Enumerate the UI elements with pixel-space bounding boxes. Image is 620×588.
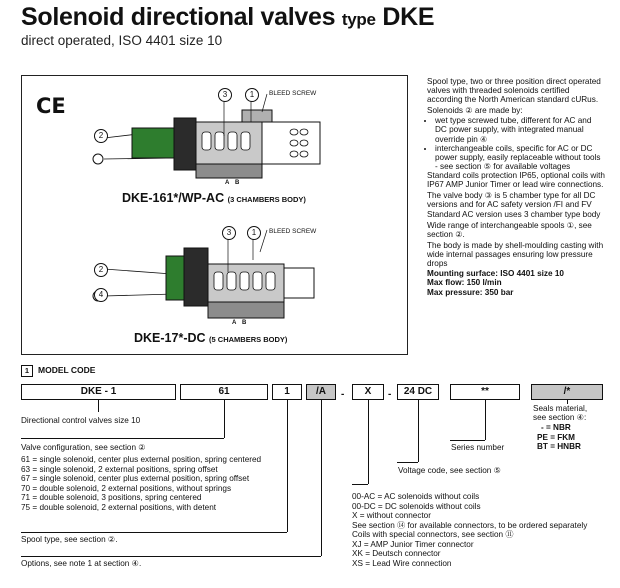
valve2-port-a: A (232, 320, 237, 326)
valve1-callout-3: 3 (218, 88, 232, 102)
conn-xj: XJ = AMP Junior Timer connector (352, 539, 474, 549)
desc-bullet-coils: • interchangeable coils, specific for AC or DC power supply, easily replaceable without tools - see section ⑤ for available voltages (435, 144, 605, 171)
valve1-caption-model: DKE-161*/WP-AC (122, 191, 225, 205)
desc-body-5ch: The valve body ③ is 5 chamber type for all DC versions and for AC safety version /FI and FV (427, 190, 596, 209)
config-63: 63 = single solenoid, 2 external positions, spring offset (21, 464, 218, 474)
ce-mark-logo: CE (36, 94, 66, 118)
line-series-number-h (450, 440, 485, 441)
line-series (98, 400, 99, 412)
conn-see-section: See section ⑭ for available connectors, to be ordered separately (352, 520, 588, 530)
line-connector (368, 400, 369, 484)
line-options (321, 400, 322, 556)
line-series-number (485, 400, 486, 440)
code-dash-2: - (388, 389, 392, 400)
label-options: Options, see note 1 at section ④. (21, 559, 142, 568)
valve1-caption-note: (3 CHAMBERS BODY) (227, 195, 306, 204)
conn-xk: XK = Deutsch connector (352, 549, 441, 558)
valve2-port-b: B (242, 320, 247, 326)
code-cell-spool: 1 (272, 384, 302, 400)
valve2-caption (134, 331, 287, 345)
valve2-caption-note: (5 CHAMBERS BODY) (209, 335, 288, 344)
page-subtitle: direct operated, ISO 4401 size 10 (21, 33, 223, 48)
desc-spools: Wide range of interchangeable spools ①, see section ②. (427, 220, 592, 239)
desc-bullet-tube: • wet type screwed tube, different for AC and DC power supply, with integrated manual override pin ④ (435, 116, 605, 143)
valve-figure-box (21, 75, 408, 355)
line-config-h (21, 438, 224, 439)
line-options-h (21, 556, 321, 557)
title-code: DKE (382, 3, 435, 31)
desc-body-3ch: Standard AC version uses 3 chamber type body (427, 210, 601, 220)
conn-00-ac: 00-AC = AC solenoids without coils (352, 492, 480, 501)
valve1-bleed-screw-label: BLEED SCREW (269, 90, 317, 97)
config-75: 75 = double solenoid, 2 external positions, with detent (21, 502, 217, 512)
conn-special-coils: Coils with special connectors, see section ⑪ (352, 530, 514, 539)
code-cell-configuration: 61 (180, 384, 268, 400)
config-67: 67 = single solenoid, center plus external position, spring offset (21, 474, 250, 483)
config-71: 71 = double solenoid, 3 positions, spring centered (21, 493, 202, 502)
page-title (21, 3, 434, 32)
valve2-callout-4: 4 (94, 288, 108, 302)
conn-00-dc: 00-DC = DC solenoids without coils (352, 501, 481, 511)
seal-nbr: - = NBR (541, 423, 571, 432)
code-dash-1: - (341, 389, 345, 400)
desc-casting: The body is made by shell-moulding casting with wide internal passages ensuring low pressure drops (427, 240, 604, 268)
valve1-port-b: B (235, 180, 240, 186)
seal-fkm: PE = FKM (537, 432, 575, 442)
valve2-caption-model: DKE-17*-DC (134, 331, 206, 345)
desc-flow: Max flow: 150 l/min (427, 278, 502, 288)
valve1-port-a: A (225, 180, 230, 186)
code-cell-seals: /* (531, 384, 603, 400)
label-voltage-code: Voltage code, see section ⑤ (398, 466, 501, 475)
valve1-caption (122, 191, 306, 205)
code-cell-voltage: 24 DC (397, 384, 439, 400)
title-main: Solenoid directional valves (21, 3, 336, 31)
label-spool-type: Spool type, see section ②. (21, 535, 118, 544)
desc-pressure: Max pressure: 350 bar (427, 287, 514, 297)
seals-see-section: see section ④: (533, 413, 587, 422)
valve2-bleed-screw-label: BLEED SCREW (269, 228, 317, 235)
line-voltage-h (397, 462, 418, 463)
desc-solenoid-list (427, 116, 605, 171)
conn-xs: XS = Lead Wire connection (352, 558, 452, 568)
label-valve-configuration: Valve configuration, see section ② (21, 443, 146, 452)
valve2-callout-3: 3 (222, 226, 236, 240)
desc-mounting: Mounting surface: ISO 4401 size 10 (427, 269, 564, 279)
code-cell-series-number: ** (450, 384, 520, 400)
line-voltage (418, 400, 419, 462)
config-70: 70 = double solenoid, 2 external positions, without springs (21, 483, 232, 493)
section-number-badge: 1 (21, 365, 33, 377)
line-spool (287, 400, 288, 532)
seal-hnbr: BT = HNBR (537, 442, 581, 451)
model-code-heading (21, 365, 95, 377)
label-directional: Directional control valves size 10 (21, 416, 141, 425)
valve1-callout-1: 1 (245, 88, 259, 102)
title-type-word: type (341, 10, 376, 29)
line-config (224, 400, 225, 438)
conn-x: X = without connector (352, 511, 431, 520)
valve2-callout-2: 2 (94, 263, 108, 277)
model-code-title: MODEL CODE (38, 365, 96, 375)
label-series-number: Series number (451, 443, 505, 452)
seals-title: Seals material, (533, 404, 588, 413)
desc-solenoids: Solenoids ② are made by: (427, 105, 523, 115)
desc-intro: Spool type, two or three position direct operated valves with threaded solenoids certified according the North American standard cURus. (427, 77, 601, 105)
config-61: 61 = single solenoid, center plus external position, spring centered (21, 455, 262, 464)
line-spool-h (21, 532, 287, 533)
valve1-callout-2: 2 (94, 129, 108, 143)
line-connector-h (352, 484, 368, 485)
code-cell-options: /A (306, 384, 336, 400)
code-cell-series: DKE - 1 (21, 384, 176, 400)
valve2-callout-1: 1 (247, 226, 261, 240)
valve-description (427, 77, 605, 297)
desc-protection: Standard coils protection IP65, optional coils with IP67 AMP Junior Timer or lead wire connections. (427, 170, 605, 190)
code-cell-connector: X (352, 384, 384, 400)
